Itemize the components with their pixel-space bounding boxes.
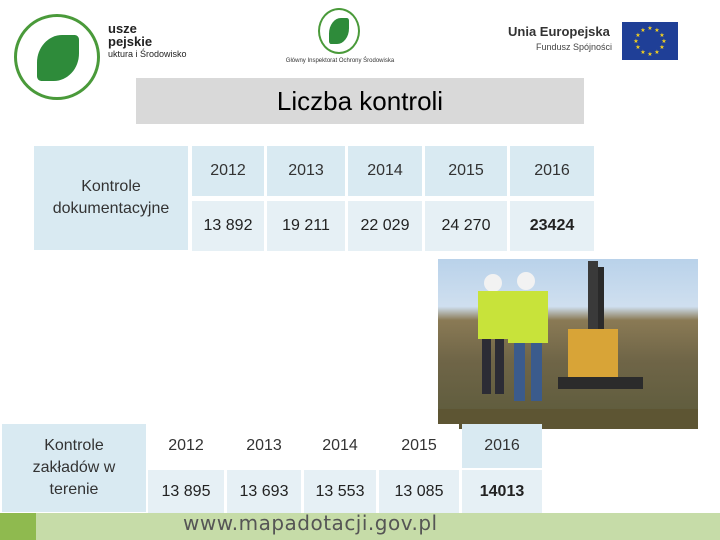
documentary-year-2016: 2016 — [510, 146, 594, 196]
svg-text:★: ★ — [661, 38, 667, 45]
field-label-line-3: terenie — [49, 481, 99, 498]
svg-text:★: ★ — [654, 49, 660, 56]
partner-line-2: pejskie — [108, 34, 153, 49]
documentary-year-2013: 2013 — [267, 146, 345, 196]
svg-text:★: ★ — [647, 25, 653, 32]
field-value-2014: 13 553 — [304, 470, 376, 514]
field-inspection-photo — [438, 259, 698, 429]
field-year-2014: 2014 — [304, 424, 376, 468]
eu-subtitle: Fundusz Spójności — [536, 42, 613, 52]
svg-text:★: ★ — [640, 49, 646, 56]
eu-text — [508, 24, 612, 52]
svg-text:★: ★ — [635, 44, 641, 51]
documentary-value-2012: 13 892 — [192, 201, 264, 251]
field-label-line-2: zakładów w — [32, 459, 116, 476]
documentary-value-2015: 24 270 — [425, 201, 507, 251]
gios-small-logo — [318, 8, 360, 54]
svg-text:★: ★ — [659, 44, 665, 51]
eu-title: Unia Europejska — [508, 24, 610, 39]
oak-leaf-icon — [37, 35, 79, 81]
field-year-2013: 2013 — [227, 424, 301, 468]
documentary-label-line-1: Kontrole — [81, 178, 141, 195]
oak-leaf-small-icon — [329, 18, 349, 44]
footer-accent — [0, 513, 36, 540]
field-year-2016: 2016 — [462, 424, 542, 468]
svg-text:★: ★ — [647, 51, 653, 58]
field-value-2012: 13 895 — [148, 470, 224, 514]
partner-logo-text — [108, 22, 187, 61]
footer-url[interactable]: www.mapadotacji.gov.pl — [183, 511, 438, 535]
gios-logo — [14, 14, 100, 100]
svg-text:★: ★ — [654, 27, 660, 34]
svg-text:★: ★ — [640, 27, 646, 34]
field-label — [2, 424, 146, 512]
svg-text:★: ★ — [633, 38, 639, 45]
center-caption: Główny Inspektorat Ochrony Środowiska — [285, 58, 395, 64]
documentary-value-2014: 22 029 — [348, 201, 422, 251]
eu-flag-icon — [622, 22, 678, 60]
field-value-2016: 14013 — [462, 470, 542, 514]
partner-line-3: uktura i Środowisko — [108, 49, 187, 59]
documentary-year-2012: 2012 — [192, 146, 264, 196]
field-year-2015: 2015 — [379, 424, 459, 468]
svg-text:★: ★ — [635, 32, 641, 39]
svg-text:★: ★ — [659, 32, 665, 39]
slide-title: Liczba kontroli — [136, 78, 584, 124]
field-year-2012: 2012 — [148, 424, 224, 468]
documentary-label-line-2: dokumentacyjne — [52, 200, 170, 217]
documentary-label — [34, 146, 188, 250]
field-label-line-1: Kontrole — [44, 437, 104, 454]
field-value-2015: 13 085 — [379, 470, 459, 514]
documentary-year-2015: 2015 — [425, 146, 507, 196]
partner-line-1: usze — [108, 21, 137, 36]
documentary-value-2013: 19 211 — [267, 201, 345, 251]
documentary-year-2014: 2014 — [348, 146, 422, 196]
documentary-value-2016: 23424 — [510, 201, 594, 251]
field-value-2013: 13 693 — [227, 470, 301, 514]
